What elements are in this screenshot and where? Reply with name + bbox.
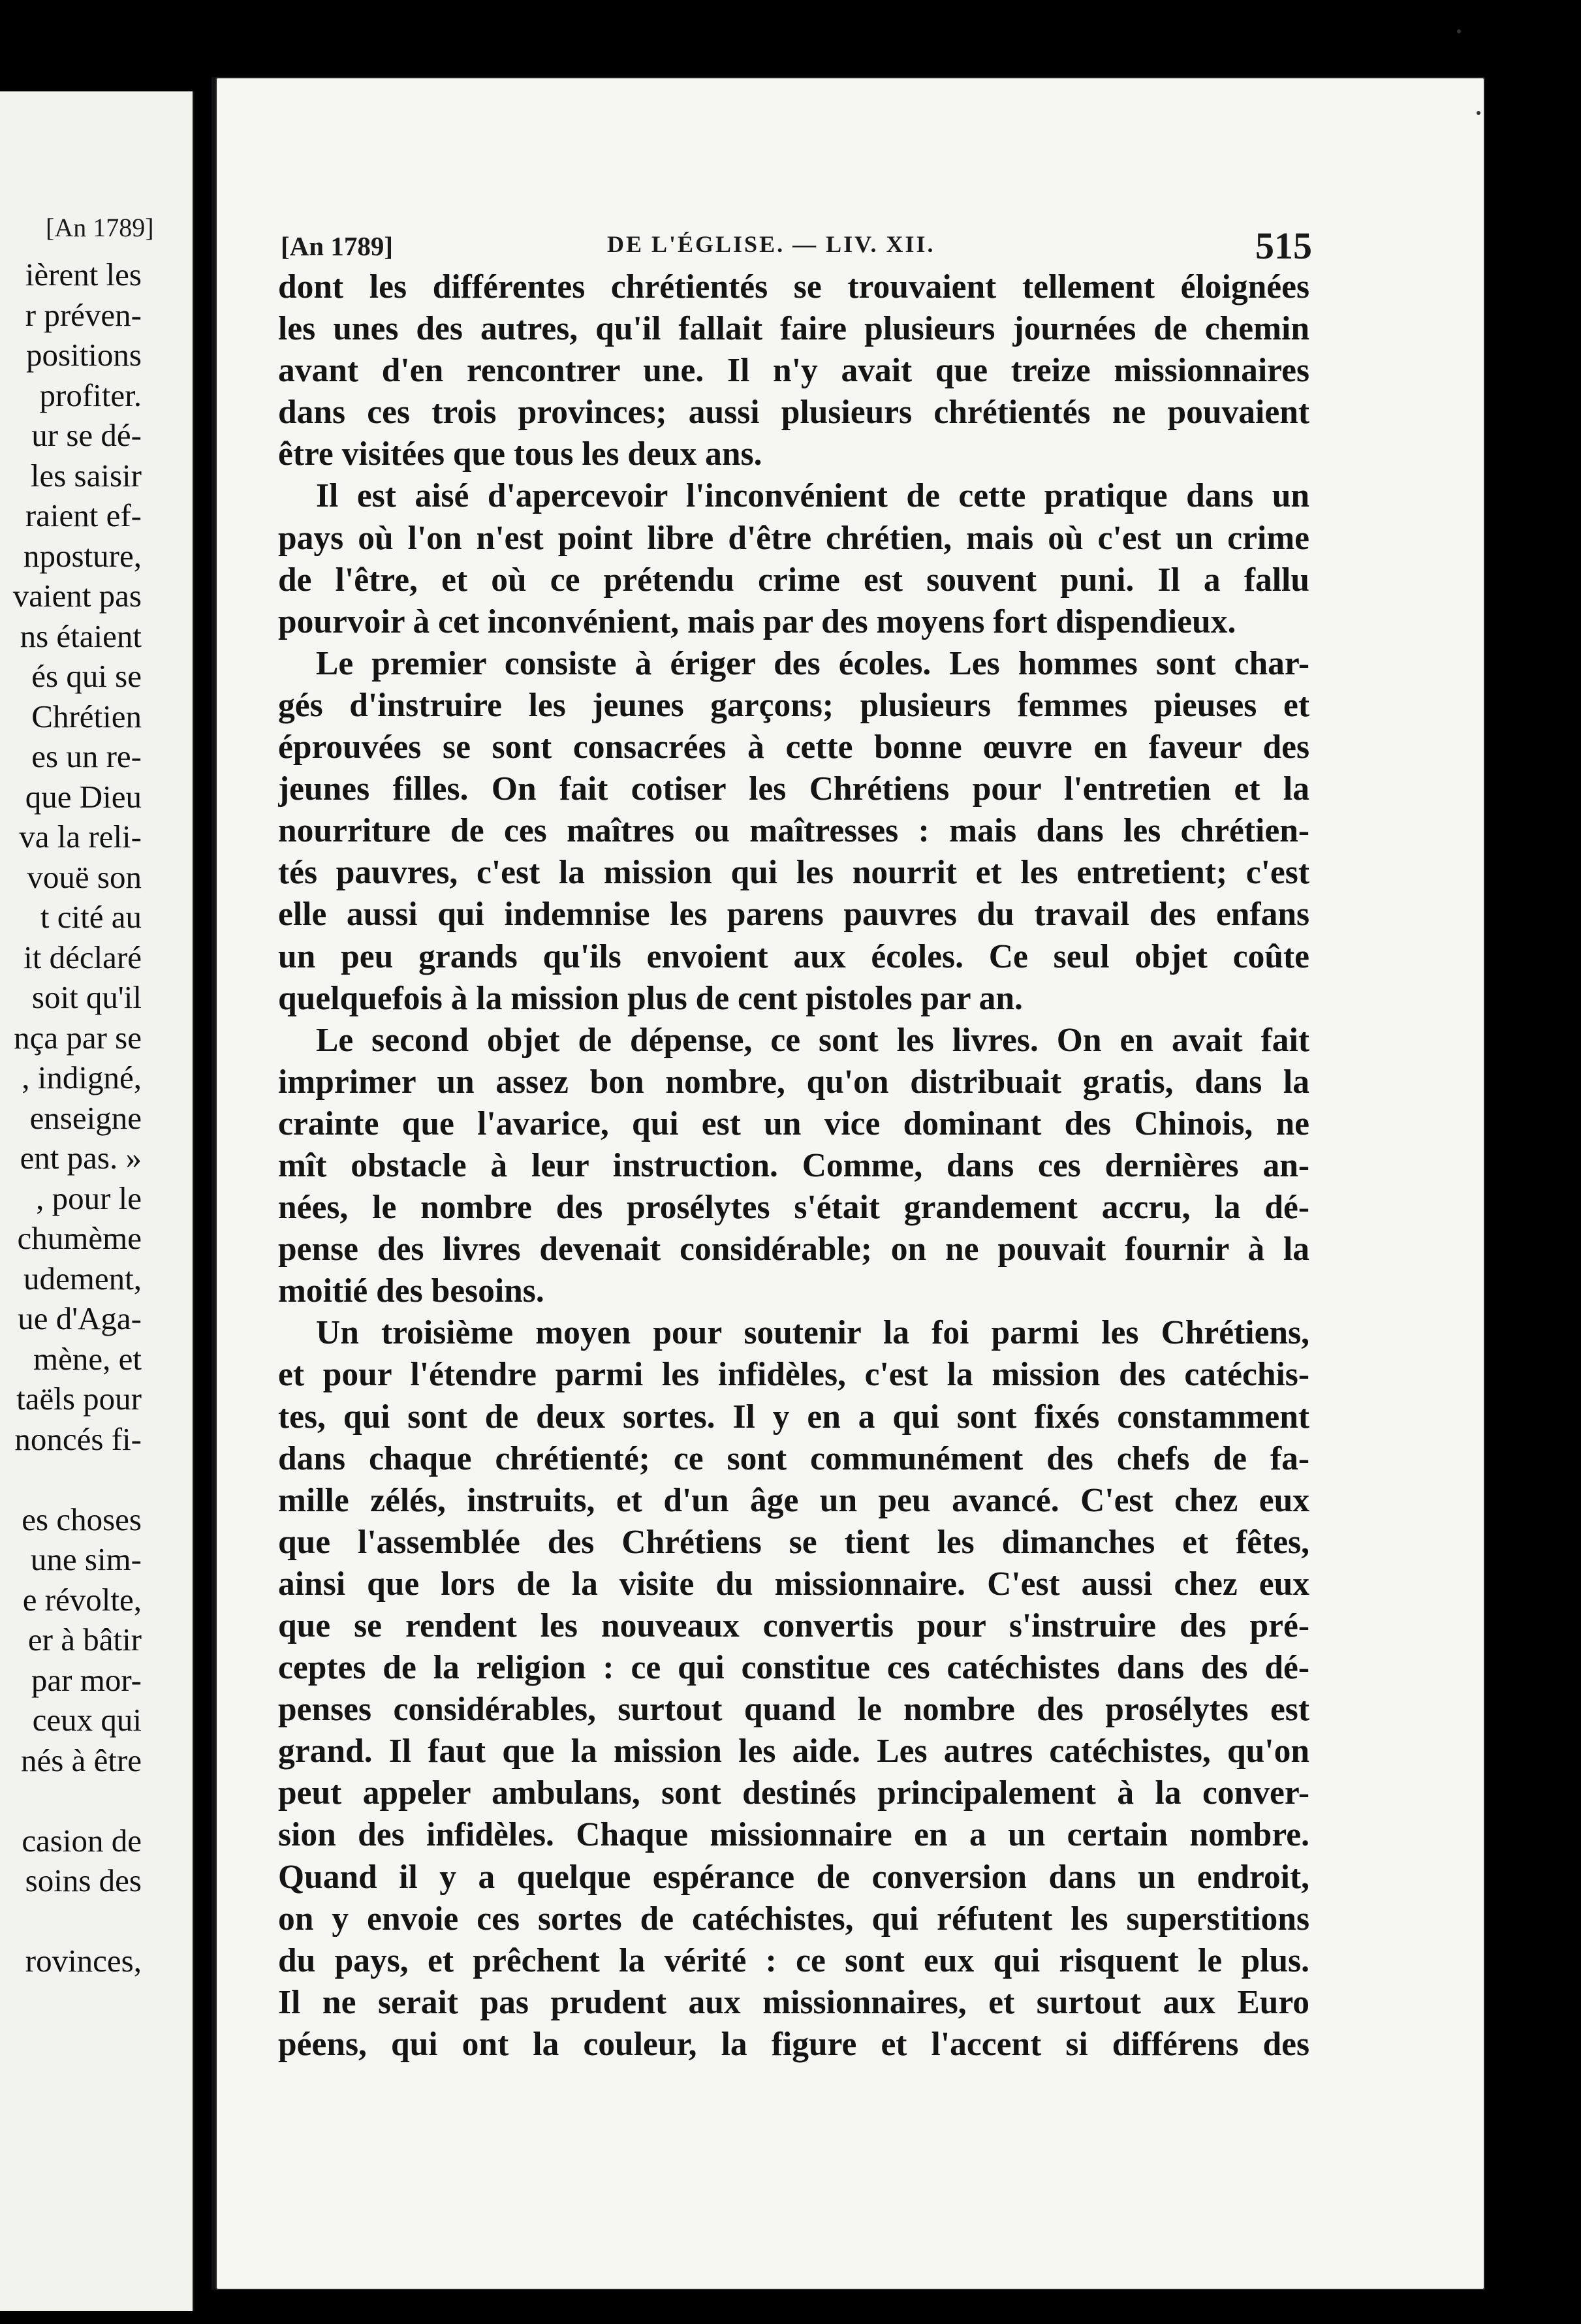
left-page-line: les saisir (30, 457, 142, 494)
text-line: elle aussi qui indemnise les parens pauvres du travail des enfans (278, 896, 1309, 934)
left-page-header: [An 1789] (46, 213, 154, 242)
text-line: tes, qui sont de deux sortes. Il y en a qui sont fixés constamment (278, 1398, 1309, 1436)
left-page-line: ue d'Aga- (18, 1300, 142, 1336)
text-line: penses considérables, surtout quand le nombre des prosélytes est (278, 1691, 1309, 1729)
left-page-line: Chrétien (31, 698, 142, 734)
text-line: avant d'en rencontrer une. Il n'y avait que treize missionnaires (278, 352, 1309, 390)
left-page-line (13, 1901, 142, 1941)
left-page-line: , pour le (36, 1180, 142, 1216)
scan-speck (1457, 29, 1461, 33)
header-year: [An 1789] (281, 231, 393, 261)
left-page-line: ent pas. » (20, 1140, 142, 1176)
left-page-line: mène, et (33, 1340, 142, 1377)
left-page-line: chumème (17, 1220, 142, 1256)
left-page-line: par mor- (31, 1661, 142, 1698)
left-page-line: soins des (25, 1862, 142, 1898)
left-page-text (13, 255, 142, 1981)
text-line: et pour l'étendre parmi les infidèles, c'est la mission des catéchis- (278, 1356, 1309, 1394)
left-page-line: que Dieu (25, 778, 142, 815)
left-page-line: taëls pour (16, 1381, 142, 1417)
left-page-line: raient ef- (25, 497, 142, 533)
left-page-line (13, 1780, 142, 1821)
left-page-line: ur se dé- (31, 417, 142, 453)
left-page-line: t cité au (40, 899, 142, 935)
left-page-line: ns étaient (20, 618, 142, 654)
left-page-line: vouë son (27, 858, 142, 895)
text-line: que l'assemblée des Chrétiens se tient les dimanches et fêtes, (278, 1523, 1309, 1561)
text-line: ceptes de la religion : ce qui constitue ces catéchistes dans des dé- (278, 1649, 1309, 1687)
left-page-line: nposture, (23, 537, 142, 574)
text-line: un peu grands qu'ils envoient aux écoles. Ce seul objet coûte (278, 937, 1309, 975)
text-line: Un troisième moyen pour soutenir la foi parmi les Chrétiens, (316, 1314, 1309, 1352)
left-page-line: vaient pas (12, 578, 142, 614)
text-line: péens, qui ont la couleur, la figure et l'accent si différens des (278, 2025, 1309, 2063)
text-line: du pays, et prêchent la vérité : ce sont eux qui risquent le plus. (278, 1941, 1309, 1979)
left-page-line: enseigne (29, 1099, 142, 1136)
scan-speck (1477, 111, 1480, 115)
left-page-line: nés à être (21, 1742, 142, 1778)
text-line: de l'être, et où ce prétendu crime est souvent puni. Il a fallu (278, 561, 1309, 599)
left-page-line: noncés fi- (14, 1421, 142, 1457)
left-page-line: soit qu'il (31, 979, 142, 1015)
left-page-line: va la reli- (19, 819, 142, 855)
text-line: pense des livres devenait considérable; on ne pouvait fournir à la (278, 1231, 1309, 1268)
text-line: on y envoie ces sortes de catéchistes, qui réfutent les superstitions (278, 1900, 1309, 1938)
text-line: être visitées que tous les deux ans. (278, 435, 762, 473)
left-page-line: nça par se (14, 1019, 142, 1056)
left-page-line: és qui se (31, 658, 142, 694)
header-title: DE L'ÉGLISE. — LIV. XII. (607, 231, 935, 257)
text-line: mît obstacle à leur instruction. Comme, dans ces dernières an- (278, 1146, 1309, 1184)
text-line: tés pauvres, c'est la mission qui les nourrit et les entretient; c'est (278, 854, 1309, 892)
left-page-line: er à bâtir (27, 1622, 142, 1657)
page-edge (211, 77, 215, 2290)
text-line: sion des infidèles. Chaque missionnaire en a un certain nombre. (278, 1816, 1309, 1854)
left-page-line: rovinces, (25, 1943, 142, 1979)
left-page-line: ceux qui (32, 1702, 142, 1738)
text-line: peut appeler ambulans, sont destinés principalement à la conver- (278, 1774, 1309, 1812)
text-line: Le premier consiste à ériger des écoles. Les hommes sont char- (316, 644, 1309, 682)
text-line: quelquefois à la mission plus de cent pistoles par an. (278, 979, 1023, 1017)
left-page-fragment (0, 91, 195, 2311)
text-line: dans chaque chrétienté; ce sont communément des chefs de fa- (278, 1439, 1309, 1477)
left-page-line: une sim- (30, 1541, 142, 1577)
text-line: pourvoir à cet inconvénient, mais par des moyens fort dispendieux. (278, 603, 1236, 640)
text-line: éprouvées se sont consacrées à cette bonne œuvre en faveur des (278, 729, 1309, 766)
left-page-line: positions (26, 337, 142, 373)
text-line: Le second objet de dépense, ce sont les livres. On en avait fait (316, 1021, 1309, 1059)
text-line: pays où l'on n'est point libre d'être chrétien, mais où c'est un crime (278, 519, 1309, 557)
text-line: Il ne serait pas prudent aux missionnaires, et surtout aux Euro (278, 1983, 1309, 2021)
body-text (278, 266, 1309, 2065)
text-line: les unes des autres, qu'il fallait faire plusieurs journées de chemin (278, 310, 1309, 348)
left-page-line: ièrent les (25, 257, 142, 292)
text-line: gés d'instruire les jeunes garçons; plusieurs femmes pieuses et (278, 686, 1309, 724)
left-page-line: es un re- (31, 738, 142, 774)
running-head (281, 224, 1312, 270)
text-line: dans ces trois provinces; aussi plusieurs chrétientés ne pouvaient (278, 394, 1309, 432)
text-line: jeunes filles. On fait cotiser les Chrétiens pour l'entretien et la (278, 770, 1309, 808)
left-page-line: e révolte, (22, 1581, 142, 1618)
text-line: crainte que l'avarice, qui est un vice dominant des Chinois, ne (278, 1105, 1309, 1142)
text-line: que se rendent les nouveaux convertis pour s'instruire des pré- (278, 1607, 1309, 1644)
text-line: ainsi que lors de la visite du missionnaire. C'est aussi chez eux (278, 1565, 1309, 1603)
page-number: 515 (1255, 225, 1312, 267)
text-line: nourriture de ces maîtres ou maîtresses : mais dans les chrétien- (278, 812, 1309, 850)
left-page-line: it déclaré (23, 939, 142, 975)
left-page-line: profiter. (39, 377, 142, 413)
left-page-line: udement, (23, 1260, 142, 1296)
text-line: grand. Il faut que la mission les aide. Les autres catéchistes, qu'on (278, 1733, 1309, 1770)
text-line: mille zélés, instruits, et d'un âge un peu avancé. C'est chez eux (278, 1481, 1309, 1519)
left-page-line: r préven- (25, 296, 142, 333)
left-page-line (13, 1459, 142, 1500)
text-line: moitié des besoins. (278, 1272, 544, 1310)
left-page-line: , indigné, (22, 1060, 142, 1095)
text-line: imprimer un assez bon nombre, qu'on distribuait gratis, dans la (278, 1063, 1309, 1101)
text-line: Il est aisé d'apercevoir l'inconvénient de cette pratique dans un (316, 477, 1309, 515)
left-page-line: casion de (22, 1822, 142, 1859)
text-line: dont les différentes chrétientés se trouvaient tellement éloignées (278, 268, 1309, 306)
text-line: Quand il y a quelque espérance de conversion dans un endroit, (278, 1858, 1309, 1896)
left-page-line: es choses (22, 1501, 142, 1537)
text-line: nées, le nombre des prosélytes s'était grandement accru, la dé- (278, 1189, 1309, 1227)
book-page (215, 77, 1485, 2290)
